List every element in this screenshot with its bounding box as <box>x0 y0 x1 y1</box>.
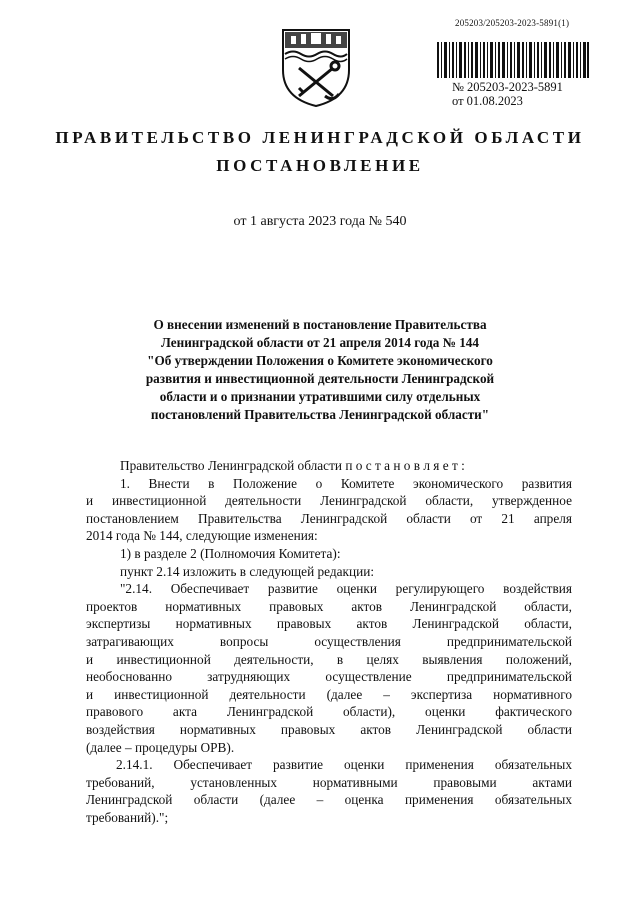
body-line: воздействия нормативных правовых актов Ленинградской области <box>86 721 572 737</box>
body-line: (далее – процедуры ОРВ). <box>86 739 235 755</box>
barcode-icon <box>437 42 589 78</box>
body-line: проектов нормативных правовых актов Ленинградской области, <box>86 598 572 614</box>
body-line: "2.14. Обеспечивает развитие оценки регулирующего воздействия <box>120 581 572 597</box>
registration-date: от 01.08.2023 <box>452 94 523 108</box>
body-line: и инвестиционной деятельности, в целях выявления положений, <box>86 651 572 667</box>
body-line: затрагивающих вопросы осуществления предпринимательской <box>86 633 572 649</box>
body-line: правового акта Ленинградской области), оценки фактического <box>86 704 572 720</box>
document-id: 205203/205203-2023-5891(1) <box>455 18 570 28</box>
document-title <box>90 316 550 424</box>
body-line: 2014 года № 144, следующие изменения: <box>86 528 318 544</box>
body-line: и инвестиционной деятельности Ленинградской области, утвержденное <box>86 493 572 509</box>
body-paragraph: 1) в разделе 2 (Полномочия Комитета): <box>120 545 341 561</box>
body-paragraph: пункт 2.14 изложить в следующей редакции: <box>120 563 375 579</box>
title-line: О внесении изменений в постановление Правительства <box>153 317 487 332</box>
title-line: развития и инвестиционной деятельности Ленинградской <box>145 371 495 386</box>
coat-of-arms-icon <box>277 24 355 108</box>
body-line: экспертизы нормативных правовых актов Ленинградской области, <box>86 616 572 632</box>
body-line: требований)."; <box>86 809 169 825</box>
title-line: области и о признании утратившими силу отдельных <box>159 389 481 404</box>
title-line: "Об утверждении Положения о Комитете экономического <box>147 353 493 368</box>
title-line: Ленинградской области от 21 апреля 2014 года № 144 <box>161 335 479 350</box>
registration-number: № 205203-2023-5891 <box>452 80 563 94</box>
document-date-number: от 1 августа 2023 года № 540 <box>233 214 407 229</box>
government-name: ПРАВИТЕЛЬСТВО ЛЕНИНГРАДСКОЙ ОБЛАСТИ <box>55 128 585 147</box>
body-line: требований, установленных нормативными правовыми актами <box>86 774 572 790</box>
body-line: 2.14.1. Обеспечивает развитие оценки применения обязательных <box>116 757 572 773</box>
document-body <box>86 457 572 826</box>
body-paragraph: Правительство Ленинградской области п о с т а н о в л я е т : <box>120 458 465 473</box>
body-line: постановлением Правительства Ленинградской области от 21 апреля <box>86 510 572 526</box>
body-line: 1. Внести в Положение о Комитете экономического развития <box>120 475 572 491</box>
body-line: необоснованно затрудняющих осуществление предпринимательской <box>86 669 572 685</box>
body-line: Ленинградской области (далее – оценка применения обязательных <box>86 792 572 808</box>
registration-info <box>452 80 563 108</box>
title-line: постановлений Правительства Ленинградской области" <box>150 407 490 422</box>
document-type: ПОСТАНОВЛЕНИЕ <box>216 156 424 175</box>
body-line: и инвестиционной деятельности (далее – экспертиза нормативного <box>86 686 572 702</box>
